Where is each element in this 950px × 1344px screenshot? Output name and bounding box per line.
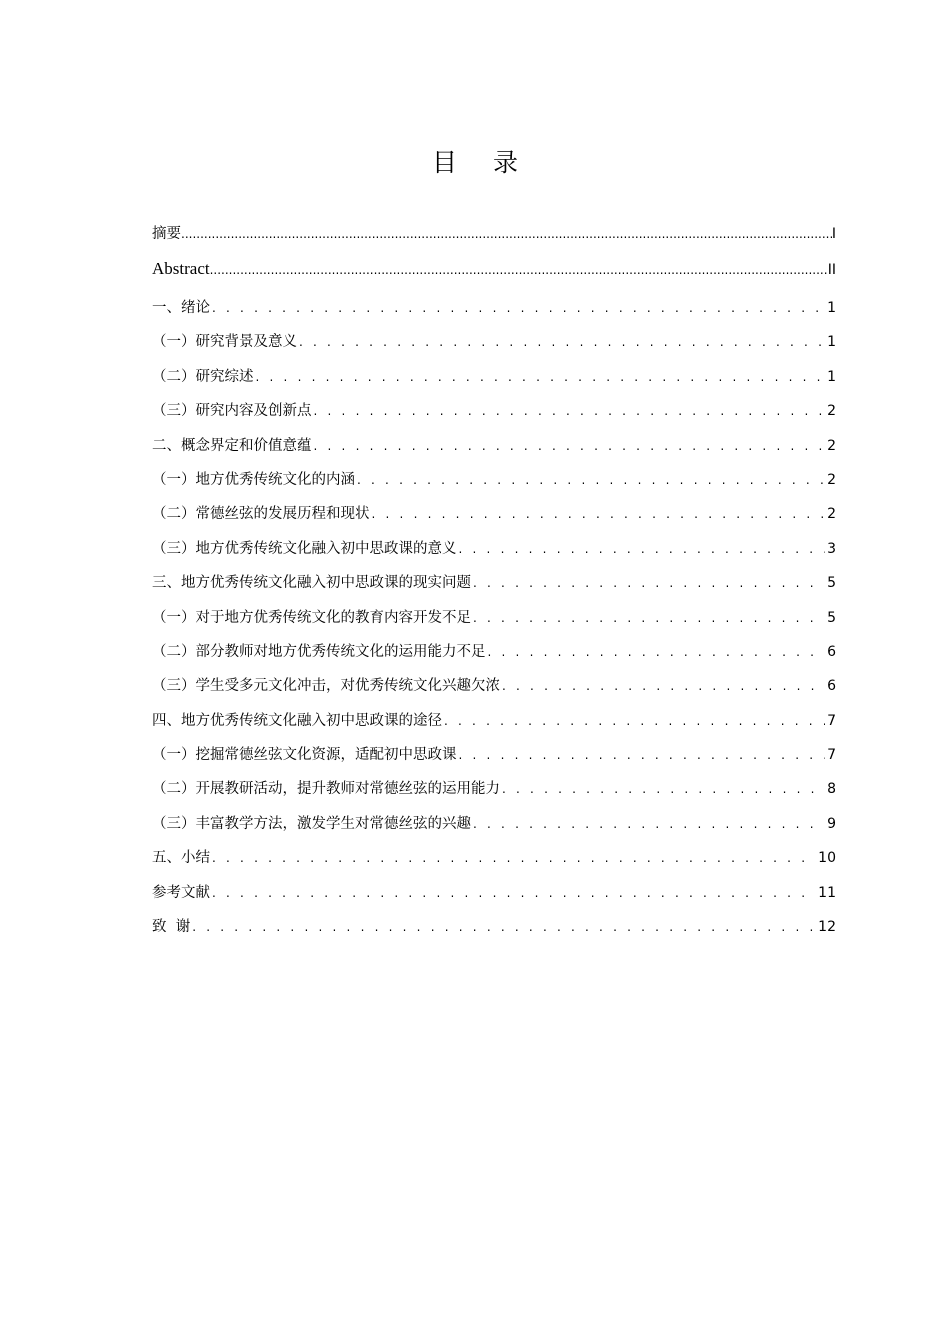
toc-entry-label: （三）地方优秀传统文化融入初中思政课的意义 <box>152 540 457 557</box>
toc-entry-label: 参考文献 <box>152 884 210 901</box>
toc-entry-page: 2 <box>827 506 836 523</box>
toc-entry[interactable] <box>152 674 836 708</box>
leader-dots <box>473 611 825 625</box>
toc-entry-page: 1 <box>827 368 836 385</box>
leader-dots <box>502 782 825 796</box>
toc-entry-page: 1 <box>827 300 836 316</box>
toc-entry[interactable] <box>152 330 836 364</box>
toc-entry-page: I <box>831 226 836 242</box>
toc-entry-page: 10 <box>818 850 836 867</box>
toc-entry-label: （二）常德丝弦的发展历程和现状 <box>152 506 370 523</box>
leader-dots <box>212 301 825 315</box>
toc-entry-label: 五、小结 <box>152 850 210 867</box>
toc-entry-page: 7 <box>827 712 836 729</box>
toc-entry-label: 三、地方优秀传统文化融入初中思政课的现实问题 <box>152 575 471 592</box>
toc-entry[interactable] <box>152 812 836 846</box>
toc-entry-page: 8 <box>827 781 836 798</box>
leader-dots <box>444 714 825 728</box>
leader-dots <box>502 679 825 693</box>
leader-dots <box>372 507 826 521</box>
toc-entry[interactable] <box>152 881 836 915</box>
toc-entry[interactable] <box>152 365 836 399</box>
toc-entry-page: 3 <box>827 540 836 557</box>
leader-dots <box>212 886 816 900</box>
leader-dots <box>299 335 825 349</box>
leader-dots <box>488 645 826 659</box>
toc-entry[interactable] <box>152 709 836 743</box>
toc-entry-label: （二）部分教师对地方优秀传统文化的运用能力不足 <box>152 643 486 660</box>
toc-entry-label: （一）对于地方优秀传统文化的教育内容开发不足 <box>152 609 471 626</box>
toc-entry-label: 四、地方优秀传统文化融入初中思政课的途径 <box>152 712 442 729</box>
toc-entry-page: 6 <box>827 678 836 695</box>
leader-dots <box>210 263 828 277</box>
toc-entry[interactable] <box>152 777 836 811</box>
toc-entry-label: （二）研究综述 <box>152 368 254 385</box>
toc-entry-label: （三）丰富教学方法，激发学生对常德丝弦的兴趣 <box>152 815 471 832</box>
toc-entry[interactable] <box>152 846 836 880</box>
toc-entry[interactable] <box>152 296 836 330</box>
toc-entry-page: 7 <box>827 747 836 764</box>
toc-entry[interactable] <box>152 743 836 777</box>
leader-dots <box>314 404 826 418</box>
toc-entry-page: 1 <box>827 334 836 351</box>
toc-entry-label: 致 谢 <box>152 919 191 936</box>
toc-entry[interactable] <box>152 399 836 433</box>
toc-entry[interactable] <box>152 468 836 502</box>
leader-dots <box>473 817 825 831</box>
leader-dots <box>357 473 825 487</box>
toc-entry[interactable] <box>152 537 836 571</box>
leader-dots <box>212 851 816 865</box>
leader-dots <box>459 748 826 762</box>
toc-entry[interactable] <box>152 571 836 605</box>
toc-entry-page: 5 <box>827 609 836 626</box>
toc-entry-page: 6 <box>827 643 836 660</box>
leader-dots <box>181 227 832 241</box>
toc-entry-label: Abstract <box>152 259 210 278</box>
toc-list <box>152 222 836 949</box>
leader-dots <box>459 542 826 556</box>
toc-entry[interactable] <box>152 915 836 949</box>
leader-dots <box>473 576 825 590</box>
toc-entry[interactable] <box>152 434 836 468</box>
toc-entry-page: II <box>827 262 836 278</box>
toc-entry[interactable] <box>152 640 836 674</box>
toc-entry-label: 摘要 <box>152 226 181 242</box>
toc-entry-abstract-cn[interactable] <box>152 222 836 259</box>
toc-entry-page: 11 <box>818 884 836 901</box>
toc-entry-page: 2 <box>827 471 836 488</box>
toc-title: 目 录 <box>432 148 532 177</box>
toc-entry-label: （三）研究内容及创新点 <box>152 403 312 420</box>
toc-entry-page: 12 <box>818 919 836 936</box>
toc-entry-label: （二）开展教研活动，提升教师对常德丝弦的运用能力 <box>152 781 500 798</box>
toc-entry-page: 5 <box>827 575 836 592</box>
toc-entry-page: 2 <box>827 437 836 454</box>
toc-entry-label: （一）研究背景及意义 <box>152 334 297 351</box>
toc-entry-label: （一）地方优秀传统文化的内涵 <box>152 471 355 488</box>
toc-entry-label: 一、绪论 <box>152 300 210 316</box>
toc-entry-abstract-en[interactable] <box>152 259 836 296</box>
leader-dots <box>256 370 826 384</box>
toc-entry-page: 9 <box>827 815 836 832</box>
toc-entry-label: 二、概念界定和价值意蕴 <box>152 437 312 454</box>
toc-entry-label: （一）挖掘常德丝弦文化资源，适配初中思政课 <box>152 747 457 764</box>
toc-entry-label: （三）学生受多元文化冲击，对优秀传统文化兴趣欠浓 <box>152 678 500 695</box>
leader-dots <box>314 439 826 453</box>
toc-entry-page: 2 <box>827 403 836 420</box>
toc-entry[interactable] <box>152 502 836 536</box>
leader-dots <box>192 920 816 934</box>
toc-entry[interactable] <box>152 606 836 640</box>
